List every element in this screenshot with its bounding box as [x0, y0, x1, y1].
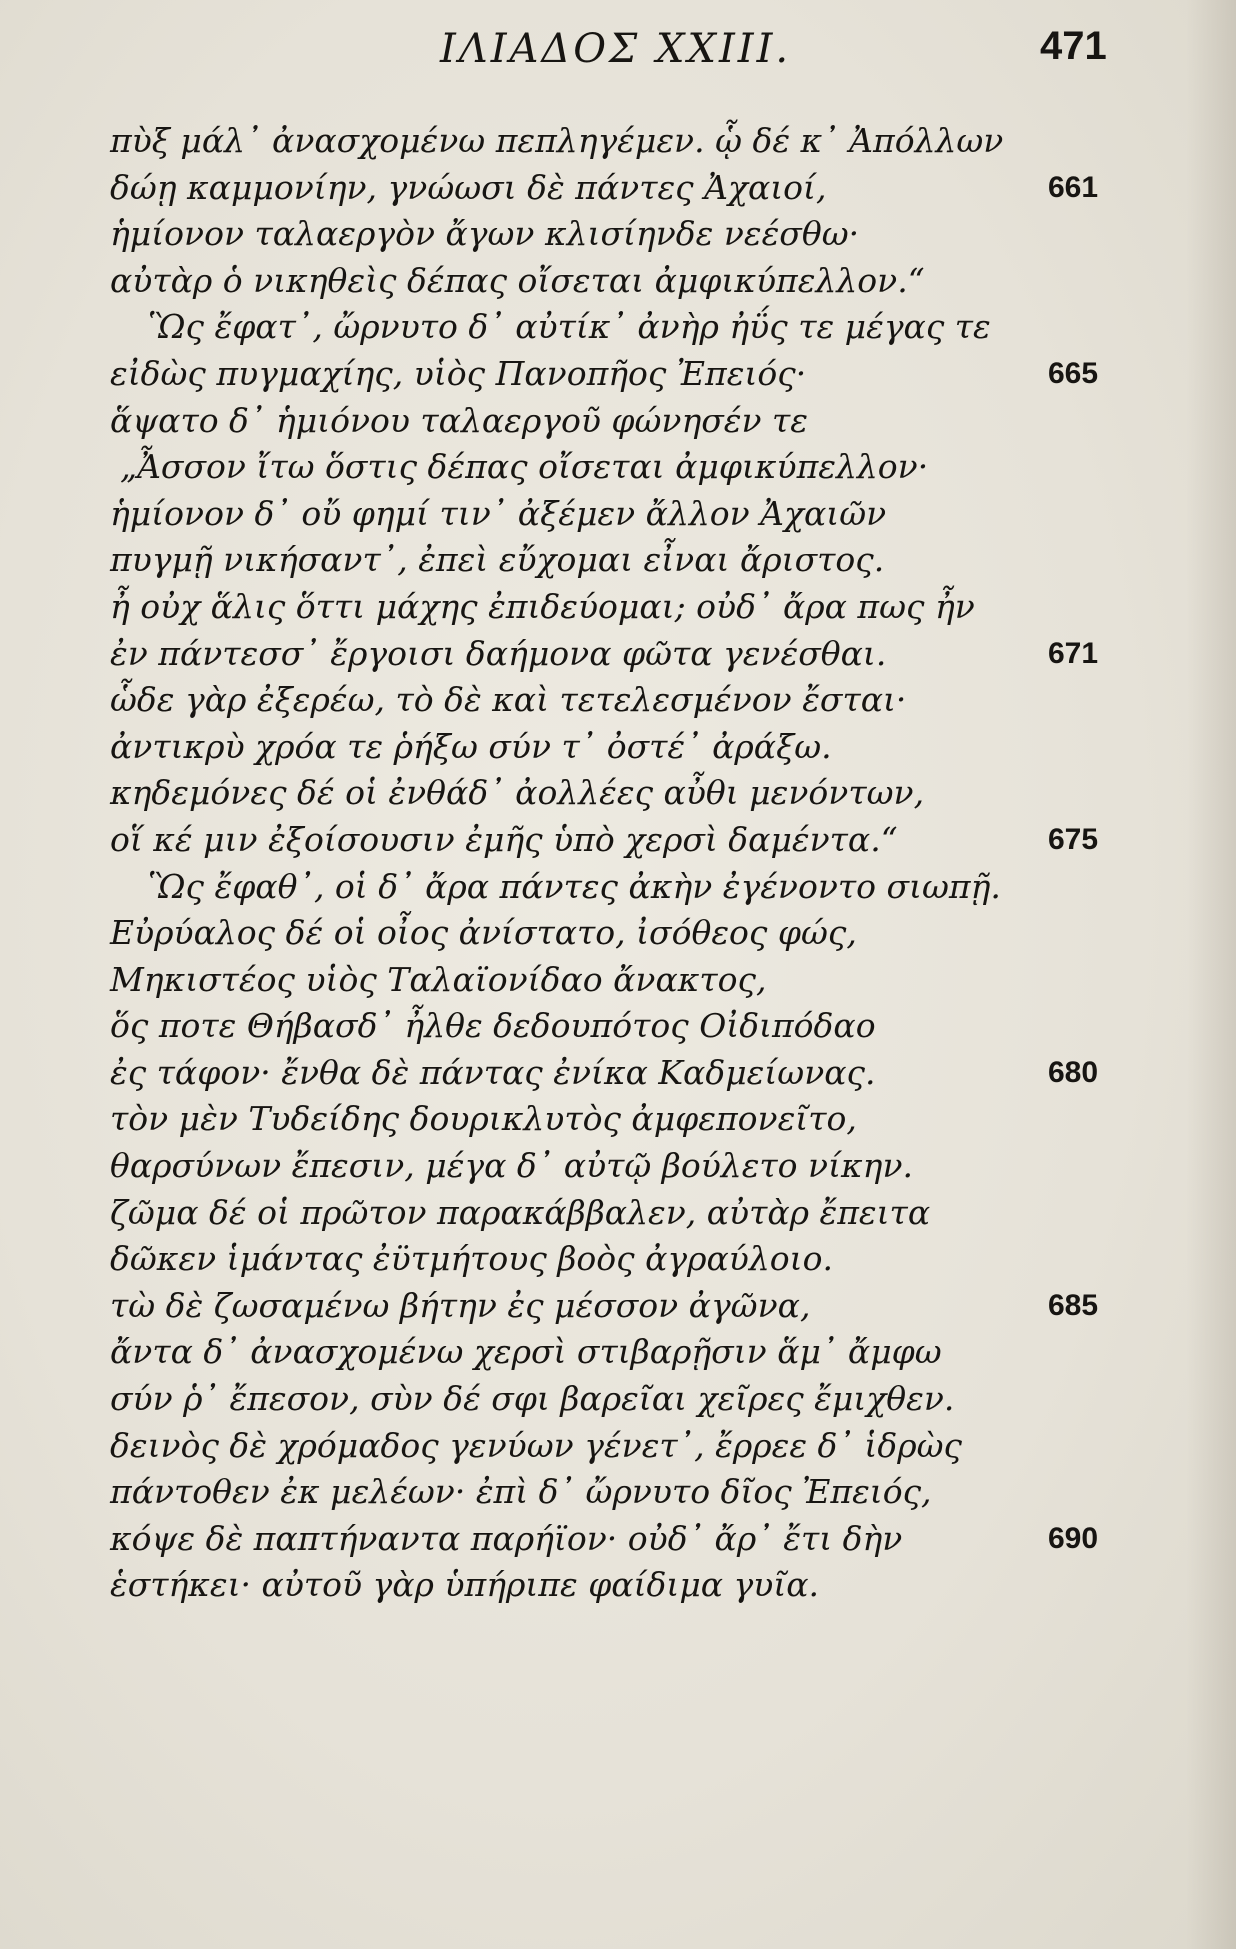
verse-text: δώῃ καμμονίην, γνώωσι δὲ πάντες Ἀχαιοί, — [110, 167, 827, 207]
verse-line — [0, 1562, 1236, 1609]
verse-text: πὺξ μάλ᾽ ἀνασχομένω πεπληγέμεν. ᾧ δέ κ᾽ Ἀπόλλων — [110, 121, 1004, 160]
verse-text: ὅς ποτε Θήβασδ᾽ ἦλθε δεδουπότος Οἰδιπόδαο — [110, 1006, 876, 1046]
verse-text: Ὣς ἔφατ᾽, ὤρνυτο δ᾽ αὐτίκ᾽ ἀνὴρ ἠΰς τε μέγας τε — [148, 307, 991, 347]
verse-text: ἄντα δ᾽ ἀνασχομένω χερσὶ στιβαρῇσιν ἅμ᾽ ἄμφω — [110, 1332, 942, 1372]
verse-line — [0, 304, 1236, 351]
verse-line — [0, 631, 1236, 678]
verse-text: ἦ οὐχ ἅλις ὅττι μάχης ἐπιδεύομαι; οὐδ᾽ ἄρα πως ἦν — [110, 586, 975, 626]
verse-line — [0, 1329, 1236, 1376]
verse-line — [0, 1469, 1236, 1516]
line-number: 690 — [1048, 1521, 1099, 1555]
verse-text: ὧδε γὰρ ἐξερέω, τὸ δὲ καὶ τετελεσμένον ἔσται· — [110, 680, 907, 720]
verse-text: ἐς τάφον· ἔνθα δὲ πάντας ἐνίκα Καδμείωνας. — [110, 1052, 876, 1092]
verse-body — [0, 118, 1236, 1609]
verse-line — [0, 1143, 1236, 1190]
verse-text: ἡμίονον δ᾽ οὔ φημί τιν᾽ ἀξέμεν ἄλλον Ἀχαιῶν — [110, 493, 887, 533]
verse-text: ἐν πάντεσσ᾽ ἔργοισι δαήμονα φῶτα γενέσθαι. — [110, 633, 887, 673]
verse-text: σύν ῥ᾽ ἔπεσον, σὺν δέ σφι βαρεῖαι χεῖρες ἔμιχθεν. — [110, 1379, 955, 1419]
verse-line — [0, 957, 1236, 1004]
verse-line — [0, 398, 1236, 445]
verse-line — [0, 1283, 1236, 1330]
verse-line — [0, 1003, 1236, 1050]
line-number: 680 — [1048, 1055, 1099, 1089]
verse-text: εἰδὼς πυγμαχίης, υἱὸς Πανοπῆος Ἐπειός· — [110, 353, 807, 393]
verse-text: ἅψατο δ᾽ ἡμιόνου ταλαεργοῦ φώνησέν τε — [110, 400, 809, 440]
verse-line — [0, 491, 1236, 538]
verse-text: Ὣς ἔφαθ᾽, οἱ δ᾽ ἄρα πάντες ἀκὴν ἐγένοντο σιωπῇ. — [148, 866, 1001, 906]
verse-text: κόψε δὲ παπτήναντα παρήϊον· οὐδ᾽ ἄρ᾽ ἔτι δὴν — [110, 1518, 903, 1558]
verse-line — [0, 118, 1236, 165]
verse-text: κηδεμόνες δέ οἱ ἐνθάδ᾽ ἀολλέες αὖθι μενόντων, — [110, 773, 925, 813]
verse-line — [0, 1050, 1236, 1097]
verse-text: ζῶμα δέ οἱ πρῶτον παρακάββαλεν, αὐτὰρ ἔπειτα — [110, 1192, 931, 1232]
running-title: ΙΛΙΑΔΟΣ XXIII. — [440, 26, 792, 72]
verse-line — [0, 351, 1236, 398]
line-number: 675 — [1048, 822, 1099, 856]
line-number: 685 — [1048, 1288, 1099, 1322]
verse-line — [0, 770, 1236, 817]
line-number: 665 — [1048, 356, 1099, 390]
line-number: 671 — [1048, 636, 1099, 670]
verse-text: οἵ κέ μιν ἐξοίσουσιν ἐμῆς ὑπὸ χερσὶ δαμέντα.“ — [110, 819, 898, 859]
verse-line — [0, 1516, 1236, 1563]
verse-line — [0, 677, 1236, 724]
verse-text: „Ἆσσον ἴτω ὅστις δέπας οἴσεται ἀμφικύπελλον· — [120, 447, 929, 487]
verse-text: αὐτὰρ ὁ νικηθεὶς δέπας οἴσεται ἀμφικύπελλον.“ — [110, 260, 925, 300]
verse-text: Μηκιστέος υἱὸς Ταλαϊονίδαο ἄνακτος, — [110, 959, 767, 999]
verse-line — [0, 1190, 1236, 1237]
page-header — [0, 12, 1236, 82]
verse-line — [0, 864, 1236, 911]
verse-text: τὸν μὲν Τυδείδης δουρικλυτὸς ἀμφεπονεῖτο, — [110, 1099, 857, 1139]
verse-line — [0, 1096, 1236, 1143]
line-number: 661 — [1048, 170, 1099, 204]
verse-line — [0, 910, 1236, 957]
verse-line — [0, 724, 1236, 771]
verse-line — [0, 258, 1236, 305]
verse-text: δεινὸς δὲ χρόμαδος γενύων γένετ᾽, ἔρρεε δ᾽ ἱδρὼς — [110, 1425, 963, 1465]
verse-text: ἑστήκει· αὐτοῦ γὰρ ὑπήριπε φαίδιμα γυῖα. — [110, 1565, 820, 1605]
verse-line — [0, 165, 1236, 212]
verse-line — [0, 1376, 1236, 1423]
verse-line — [0, 444, 1236, 491]
verse-line — [0, 1236, 1236, 1283]
verse-text: Εὐρύαλος δέ οἱ οἶος ἀνίστατο, ἰσόθεος φώς, — [110, 913, 857, 953]
verse-text: πάντοθεν ἐκ μελέων· ἐπὶ δ᾽ ὤρνυτο δῖος Ἐπειός, — [110, 1472, 932, 1512]
verse-text: τὼ δὲ ζωσαμένω βήτην ἐς μέσσον ἀγῶνα, — [110, 1285, 811, 1325]
verse-line — [0, 584, 1236, 631]
verse-text: ἡμίονον ταλαεργὸν ἄγων κλισίηνδε νεέσθω· — [110, 214, 860, 254]
verse-line — [0, 817, 1236, 864]
verse-line — [0, 211, 1236, 258]
verse-text: ἀντικρὺ χρόα τε ῥήξω σύν τ᾽ ὀστέ᾽ ἀράξω. — [110, 726, 832, 766]
verse-text: δῶκεν ἱμάντας ἐϋτμήτους βοὸς ἀγραύλοιο. — [110, 1239, 833, 1279]
verse-text: πυγμῇ νικήσαντ᾽, ἐπεὶ εὔχομαι εἶναι ἄριστος. — [110, 540, 885, 580]
verse-line — [0, 537, 1236, 584]
page-number: 471 — [1040, 24, 1107, 68]
verse-line — [0, 1423, 1236, 1470]
verse-text: θαρσύνων ἔπεσιν, μέγα δ᾽ αὐτῷ βούλετο νίκην. — [110, 1146, 913, 1186]
